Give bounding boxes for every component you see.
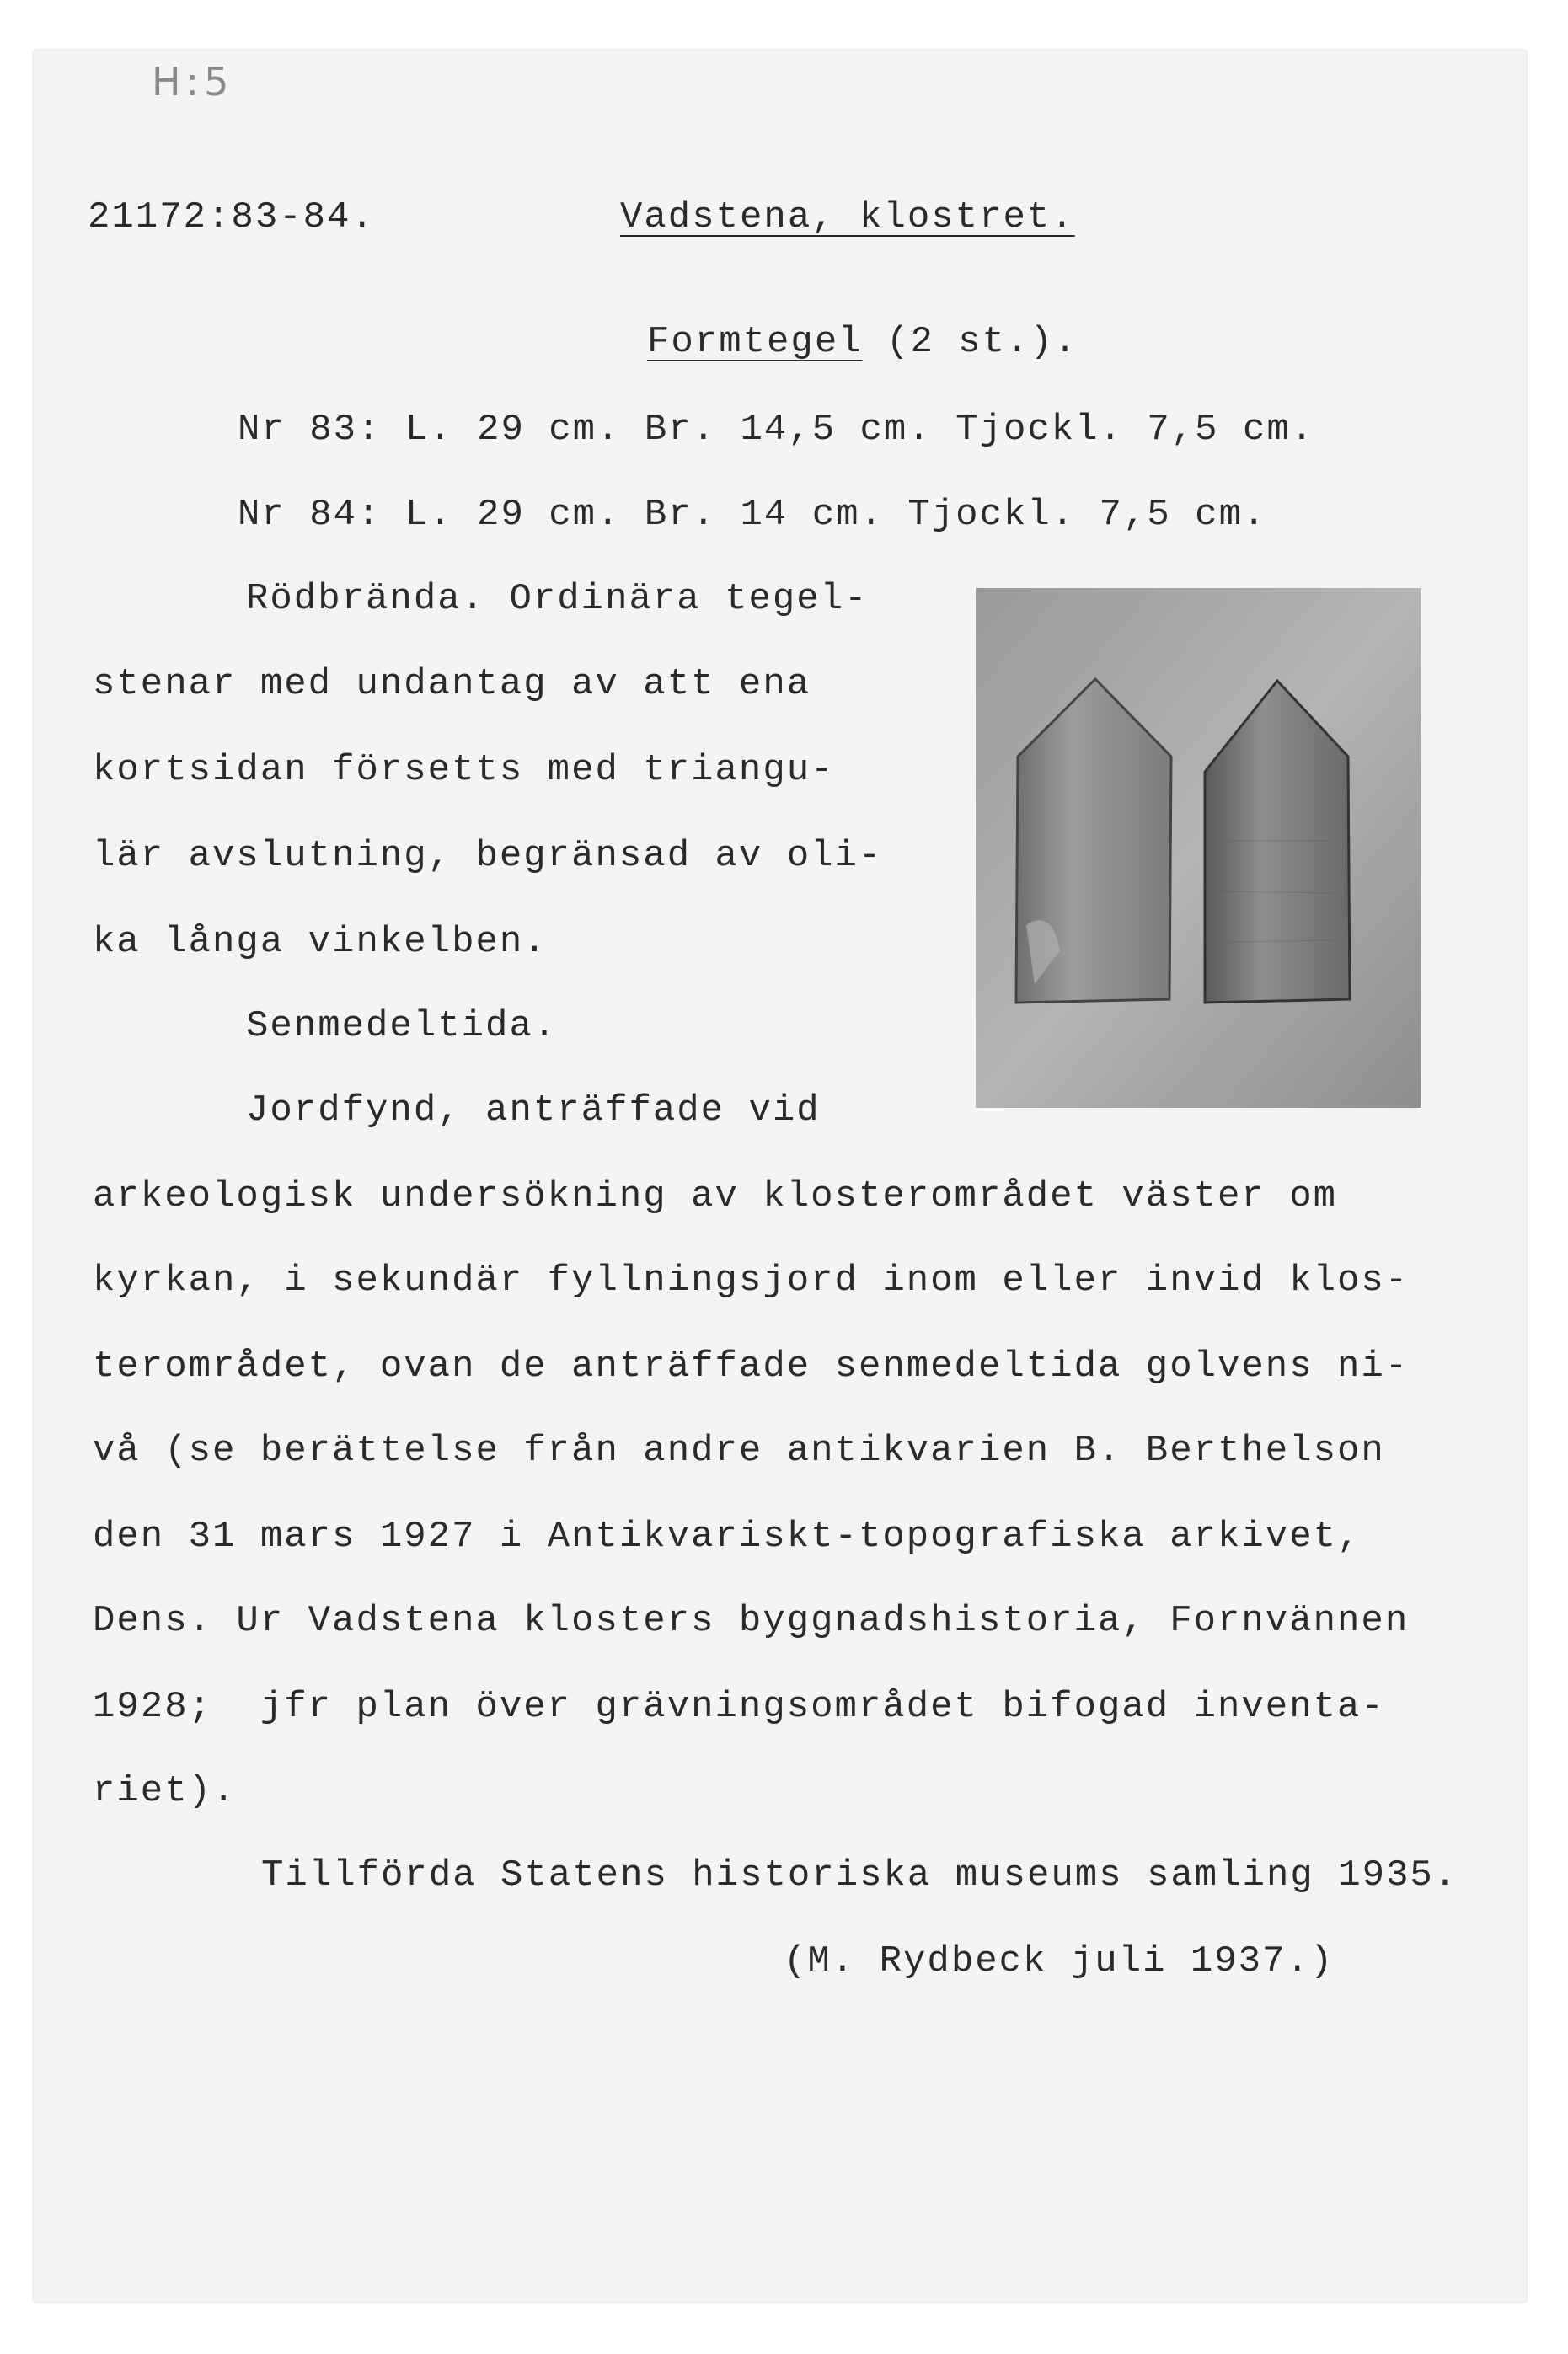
find-line: riet). — [93, 1770, 237, 1812]
description-line: lär avslutning, begränsad av oli- — [93, 835, 883, 877]
find-line: Jordfynd, anträffade vid — [246, 1089, 821, 1132]
bricks-image — [976, 588, 1421, 1108]
description-line: kortsidan försetts med triangu- — [93, 749, 835, 791]
find-line: kyrkan, i sekundär fyllningsjord inom eller invid klos- — [93, 1260, 1410, 1302]
find-line: terområdet, ovan de anträffade senmedeltida golvens ni- — [93, 1346, 1410, 1388]
find-line: arkeologisk undersökning av klosterområdet väster om — [93, 1175, 1338, 1217]
dating: Senmedeltida. — [246, 1005, 558, 1047]
acquisition-note: Tillförda Statens historiska museums samling 1935. — [261, 1854, 1458, 1897]
measurement-nr84: Nr 84: L. 29 cm. Br. 14 cm. Tjockl. 7,5 cm. — [238, 494, 1267, 536]
find-line: Dens. Ur Vadstena klosters byggnadshistoria, Fornvännen — [93, 1600, 1410, 1642]
handwritten-mark: H:5 — [152, 59, 234, 104]
description-line: ka långa vinkelben. — [93, 921, 548, 963]
bricks-photo — [976, 588, 1421, 1108]
signature: (M. Rydbeck juli 1937.) — [784, 1940, 1335, 1982]
description-line: Rödbrända. Ordinära tegel- — [246, 578, 869, 620]
location-title: Vadstena, klostret. — [620, 196, 1075, 238]
find-line: den 31 mars 1927 i Antikvariskt-topografiska arkivet, — [93, 1516, 1362, 1558]
object-count: (2 st.). — [886, 321, 1078, 363]
find-line: vå (se berättelse från andre antikvarien B. Berthelson — [93, 1430, 1385, 1472]
object-title-line — [647, 320, 1078, 364]
description-line: stenar med undantag av att ena — [93, 663, 811, 705]
measurement-nr83: Nr 83: L. 29 cm. Br. 14,5 cm. Tjockl. 7,5 cm. — [238, 409, 1315, 451]
inventory-number: 21172:83-84. — [88, 196, 375, 238]
find-line: 1928; jfr plan över grävningsområdet bifogad inventa- — [93, 1686, 1385, 1728]
object-title: Formtegel — [647, 321, 863, 363]
